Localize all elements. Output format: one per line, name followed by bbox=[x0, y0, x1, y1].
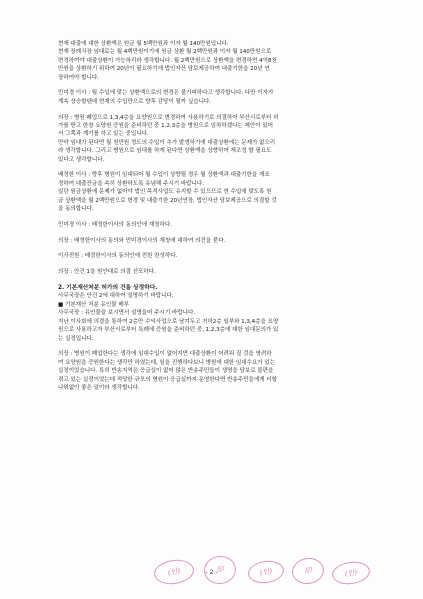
paragraph: 현재 장례식장 임대료는 월 4백만원이기에 원금 상환 월 2백만원과 이자 월 140만원으로 변경하여야 대출상환이 가능하리라 생각합니다. 월 2백만원으로 상환액을 변경하면 4억8천 만원을 상환하기 위하여 20년이 필요하기에 법인자산 담보제공하여 대출기한을 20년 연 장하여야 합니다. bbox=[58, 49, 277, 81]
seal-3: (인) bbox=[247, 559, 286, 586]
paragraph-gap bbox=[58, 229, 378, 236]
paragraph: 민미경 이사 : 배정한이사의 동의안에 재청하다. bbox=[58, 221, 172, 228]
paragraph-gap bbox=[58, 343, 378, 350]
page-number: - 2 - bbox=[205, 569, 218, 576]
paragraph: 이사전원 : 배정한이사의 동의안에 전원 찬성하다. bbox=[58, 253, 178, 260]
paragraph: 현재 대출에 대한 상환액은 원금 월 5백만원과 이자 월 140만원입니다. bbox=[58, 41, 229, 47]
paragraph-gap bbox=[58, 82, 378, 89]
seal-2: 印 bbox=[202, 554, 238, 586]
paragraph: 사무국장은 안건 2에 대하여 설명하기 바랍니다. ■ 기본재산 처분 유인물 배부 사무국장 : 유인물을 보시면서 설명들어 주시기 바랍니다. 지난 이사회에 의결을 통하여 2층만 수익사업으로 남겨두고 지하2층 일부와 1,3,4층을 요양 원으로 사용하고자 부산시로부터 특례에 증원을 준비하던 중, 1,2,3층에 대한 임대문의가 있 는 실정입니다. bbox=[58, 293, 279, 342]
seal-1: (인) bbox=[153, 557, 196, 586]
paragraph: 의장 : 병원 폐업으로 1,3,4층을 요양원으로 변경하여 사용하기로 의결하여 부산시로부터 허 가를 받고 한창 요양원 증원을 준비하던 중 1,2,3층을 병원으로 임차하겠다는 제안이 있어 서 그쪽과 계기를 하고 있는 중입니다. 만약 임대가 된다면 월 천만원 정도의 수입이 추가 발생하기에 대출상환에는 문제가 없으리 라 생각합니다. 그리고 병원으로 임대를 하게 된다면 상환액을 상향하여 재조정 할 필요도 있다고 생각합니다. bbox=[58, 114, 279, 163]
paragraph: 배정한 이사 : 향후 병원이 임대되어 월 수입이 상향될 경우 월 상환액과 대출기한을 재조 정하여 대출잔금을 속히 상환하도록 유념해 주시기 바랍니다. 일단 원금상환에 문제가 없어야 법인 목적사업도 유지할 수 있으므로 현 수입에 맞도록 원 금 상환액을 월 2백만원으로 변경 및 대출기한 20년연장, 법인자산 담보제공으로 의결할 것 을 동의합니다. bbox=[58, 172, 277, 213]
paragraph-gap bbox=[58, 106, 378, 113]
paragraph-gap bbox=[58, 277, 378, 284]
paragraph: 의장 : 안건 1을 원안대로 의결 선포하다. bbox=[58, 269, 156, 276]
seal-5: (인) bbox=[331, 559, 372, 586]
paragraph-gap bbox=[58, 213, 378, 220]
paragraph-gap bbox=[58, 164, 378, 171]
paragraph-gap bbox=[58, 245, 378, 252]
minutes-body bbox=[58, 40, 378, 392]
paragraph: 의장 : 병원이 폐업한다는 생각에 임대수입이 없어지면 대출상환이 어려워 질 것을 염려하 여 요양원을 증원한다는 생각만 하였는데, 일을 진행하다보니 병원에 대한 임대수요가 있는 실정이었습니다. 특히 반송지역은 응급실이 없어 많은 반송주민들이 생명을 담보로 불편을 겪고 있는 실정이었는데 적당한 규모의 병원이 응급실까지 운영한다면 반송주민들에게 더할 나위없이 좋은 일이라 생각합니다. bbox=[58, 351, 277, 391]
agenda-heading: 2. 기본재산처분 허가의 건을 상정하다. bbox=[58, 285, 158, 292]
paragraph: 민미경 이사 : 월 수입에 맞는 상환액으로의 변경은 불가피하다고 생각합니다. 다만 이자가 계속 상승할텐데 현재의 수입만으로 향후 감당이 될까 싶습니다. bbox=[58, 90, 274, 105]
seal-4: 印 bbox=[290, 556, 325, 586]
paragraph: 의장 : 배정한이사의 동의와 민미경이사의 재청에 대하여 의견을 묻다. bbox=[58, 237, 226, 244]
paragraph-gap bbox=[58, 261, 378, 268]
